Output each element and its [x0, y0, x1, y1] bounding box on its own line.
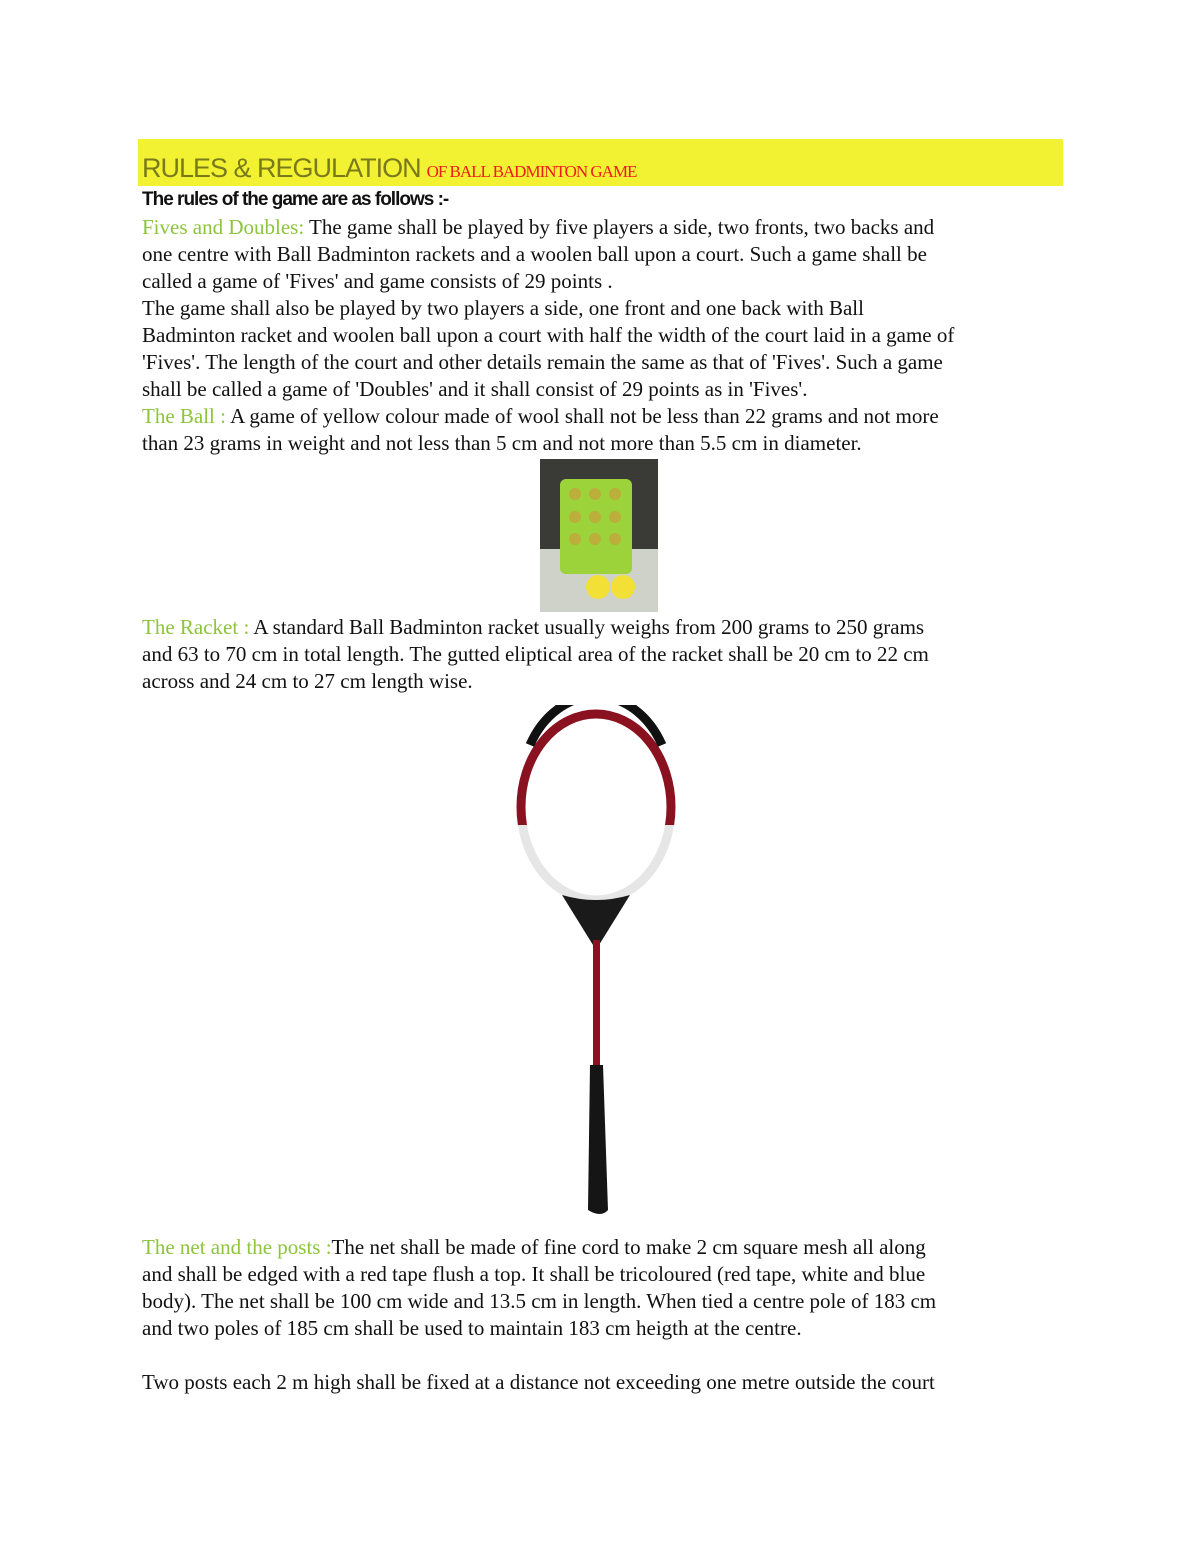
text-line: A game of yellow colour made of wool shall not be less than 22 grams and not more — [225, 404, 939, 428]
text-line: Badminton racket and woolen ball upon a court with half the width of the court laid in a game of — [142, 323, 955, 347]
ball-photo — [540, 459, 658, 612]
intro-heading: The rules of the game are as follows :- — [142, 189, 449, 210]
text-line: The game shall also be played by two players a side, one front and one back with Ball — [142, 296, 864, 320]
section-racket — [142, 614, 929, 695]
section-fives-doubles — [142, 214, 954, 457]
text-line — [142, 1342, 936, 1369]
section-label: The Racket : — [142, 615, 250, 639]
text-line: body). The net shall be 100 cm wide and 13.5 cm in length. When tied a centre pole of 183 cm — [142, 1289, 937, 1313]
text-line: Two posts each 2 m high shall be fixed at a distance not exceeding one metre outside the court — [142, 1370, 935, 1394]
section-label: Fives and Doubles: — [142, 215, 305, 239]
text-line: A standard Ball Badminton racket usually weighs from 200 grams to 250 grams — [249, 615, 925, 639]
text-line: The net shall be made of fine cord to make 2 cm square mesh all along — [331, 1235, 926, 1259]
racket-photo — [500, 705, 700, 1225]
text-line: and two poles of 185 cm shall be used to maintain 183 cm heigth at the centre. — [142, 1316, 802, 1340]
text-line: shall be called a game of 'Doubles' and it shall consist of 29 points as in 'Fives'. — [142, 377, 808, 401]
page-title — [142, 153, 636, 184]
text-line: than 23 grams in weight and not less than 5 cm and not more than 5.5 cm in diameter. — [142, 431, 862, 455]
section-net-posts — [142, 1234, 936, 1396]
section-label: The Ball : — [142, 404, 226, 428]
text-line: across and 24 cm to 27 cm length wise. — [142, 669, 473, 693]
text-line: one centre with Ball Badminton rackets and a woolen ball upon a court. Such a game shall be — [142, 242, 927, 266]
text-line: 'Fives'. The length of the court and other details remain the same as that of 'Fives'. Such a game — [142, 350, 943, 374]
text-line: The game shall be played by five players a side, two fronts, two backs and — [304, 215, 935, 239]
title-sub: OF BALL BADMINTON GAME — [426, 162, 637, 181]
text-line: and 63 to 70 cm in total length. The gutted eliptical area of the racket shall be 20 cm to 22 cm — [142, 642, 929, 666]
text-line: and shall be edged with a red tape flush a top. It shall be tricoloured (red tape, white and blue — [142, 1262, 926, 1286]
text-line: called a game of 'Fives' and game consists of 29 points . — [142, 269, 613, 293]
title-main: RULES & REGULATION — [142, 153, 421, 183]
section-label: The net and the posts : — [142, 1235, 332, 1259]
